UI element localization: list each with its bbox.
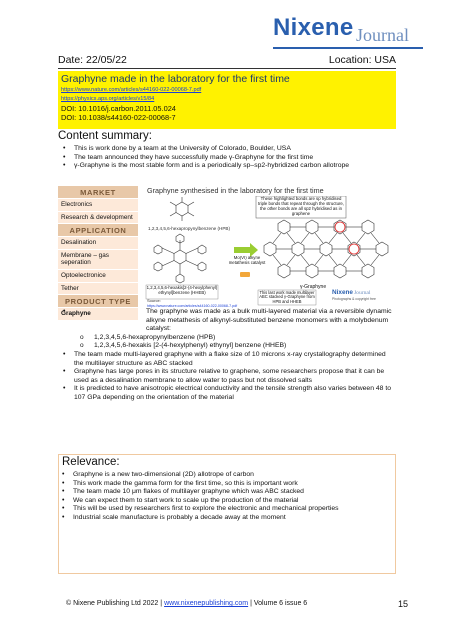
brand-logo	[273, 14, 433, 52]
sidebar-item-desalination: Desalination	[58, 237, 138, 250]
summary-list	[60, 145, 390, 171]
sidebar-item-optoelectronics: Optoelectronice	[58, 270, 138, 283]
market-header: MARKET	[58, 186, 138, 199]
figure-logo-note: Photographs & copyright free	[332, 297, 376, 301]
source-link-1[interactable]: https://www.nature.com/articles/s44160-022-00068-7.pdf	[61, 87, 202, 93]
sidebar-item-research: Research & development	[58, 212, 138, 225]
page-number: 15	[397, 599, 408, 609]
doi-1: DOI: 10.1016/j.carbon.2011.05.024	[61, 104, 176, 113]
source-link[interactable]: https://www.nature.com/articles/s44160-022-00068-7.pdf	[147, 304, 238, 308]
source-link-2[interactable]: https://physics.aps.org/articles/v15/84	[61, 96, 155, 102]
footer-volume: Volume 6 issue 6	[253, 600, 308, 607]
summary-heading: Content summary:	[58, 130, 152, 142]
footer-website-link[interactable]: www.nixenepublishing.com	[164, 600, 249, 607]
list-item: o 1,2,3,4,5,6-hexapropynylbenzene (HPB)	[60, 334, 396, 343]
article-location: Location: USA	[328, 54, 396, 66]
category-sidebar	[58, 186, 138, 321]
caption-wrap	[258, 290, 316, 305]
brand-name-light: Journal	[356, 25, 409, 45]
figure-panel	[144, 186, 396, 306]
header-divider	[58, 68, 396, 69]
hpb-label: 1,2,3,4,5,6-hexapropynylbenzene (HPB)	[148, 226, 230, 231]
relevance-box	[58, 454, 396, 574]
list-item: • The team made 10 μm flakes of multilayer graphyne which was ABC stacked	[59, 488, 391, 497]
relevance-heading: Relevance:	[62, 456, 120, 468]
body-list	[60, 308, 396, 403]
source-label: Source:	[147, 298, 161, 303]
highlight-circle	[335, 222, 345, 232]
footer-copyright: © Nixene Publishing Ltd 2022	[66, 600, 159, 607]
application-header: APPLICATION	[58, 224, 138, 237]
page-footer	[58, 600, 408, 607]
list-item: • γ-Graphyne is the most stable form and is a periodically sp–sp2-hybridized carbon allotrope	[60, 162, 390, 171]
list-item: • Graphyne is a new two-dimensional (2D) allotrope of carbon	[59, 471, 391, 480]
hheb-molecule	[154, 234, 206, 283]
catalyst-badge	[240, 272, 250, 277]
list-item: • This will be used by researchers first to explore the electronic and mechanical properties	[59, 505, 391, 514]
list-item: • This work made the gamma form for the first time, so this is important work	[59, 480, 391, 489]
figure-title: Graphyne synthesised in the laboratory for the first time	[147, 186, 324, 195]
date-location-bar	[58, 54, 396, 68]
product-type-header: PRODUCT TYPE	[58, 295, 138, 308]
footer-separator: |	[160, 600, 163, 607]
body-item-text: The graphyne was made as a bulk multi-layered material via a reversible dynamic alkyne metathesis of alkynyl-substituted benzene monomers with a molybdenum catalyst:	[146, 308, 392, 333]
doi-2: DOI: 10.1038/s44160-022-00068-7	[61, 113, 176, 122]
list-item	[60, 308, 396, 351]
brand-name-bold: Nixene	[273, 14, 354, 41]
catalyst-label: Mo(VI) alkyne metathesis catalyst	[228, 256, 266, 265]
list-item: • We can expect them to start work to scale up the production of the material	[59, 497, 391, 506]
list-item: • Graphyne has large pores in its structure relative to graphene, some researchers propose that it can be used as a desalination membrane to allow water to pass but not dissolved salts	[60, 368, 396, 385]
article-title: Graphyne made in the laboratory for the first time	[61, 73, 290, 85]
list-item: o 1,2,3,4,5,6-hexakis [2-(4-hexylphenyl) ethynyl] benzene (HHEB)	[60, 342, 396, 351]
hheb-label-wrap	[146, 285, 218, 299]
list-item: • The team announced they have successfully made γ-Graphyne for the first time	[60, 154, 390, 163]
hheb-label: 1,2,3,4,5,6-hexakis[2-(4-hexylphenyl) ethynyl]benzene (HHEB)	[146, 285, 218, 295]
sidebar-item-electronics: Electronics	[58, 199, 138, 212]
figure-logo-light: Journal	[354, 290, 371, 296]
sub-list	[60, 334, 396, 351]
list-item: • This is work done by a team at the University of Colorado, Boulder, USA	[60, 145, 390, 154]
catalyst-wrap	[224, 256, 270, 270]
hpb-molecule	[170, 197, 194, 221]
graphyne-diagram	[144, 196, 396, 308]
list-item: • It is predicted to have anisotropic electrical conductivity and the tensile strength also varies between 48 to 107 GPa depending on the orientation of the material	[60, 385, 396, 402]
sidebar-item-graphyne: Graphyne	[58, 308, 138, 321]
highlight-circle	[349, 244, 359, 254]
list-item: • Industrial scale manufacture is probably a decade away at the moment	[59, 514, 391, 523]
article-date: Date: 22/05/22	[58, 54, 127, 66]
product-label: γ-Graphyne	[300, 284, 327, 290]
reaction-arrow	[234, 243, 258, 257]
callout-wrap	[256, 196, 346, 218]
brand-underline	[273, 47, 423, 49]
sidebar-item-membrane: Membrane – gas seperation	[58, 250, 138, 270]
callout-text: These highlighted bonds are sp hybridised triple bonds that repeat through the structure, the other bonds are all sp2 hybridised as in graphene	[258, 196, 344, 216]
graphyne-lattice	[264, 220, 388, 278]
relevance-list	[59, 471, 391, 523]
figure-logo-bold: Nixene	[332, 289, 353, 296]
sidebar-item-tether: Tether	[58, 283, 138, 296]
footer-separator: |	[250, 600, 252, 607]
list-item: • The team made multi-layered graphyne with a flake size of 10 microns x-ray crystallography determined the multilayer structure as ABC stacked	[60, 351, 396, 368]
figure-caption: This last work made multilayer ABC stacked γ-Graphyne from HPB and HHEB	[259, 290, 315, 304]
title-box	[58, 71, 396, 129]
